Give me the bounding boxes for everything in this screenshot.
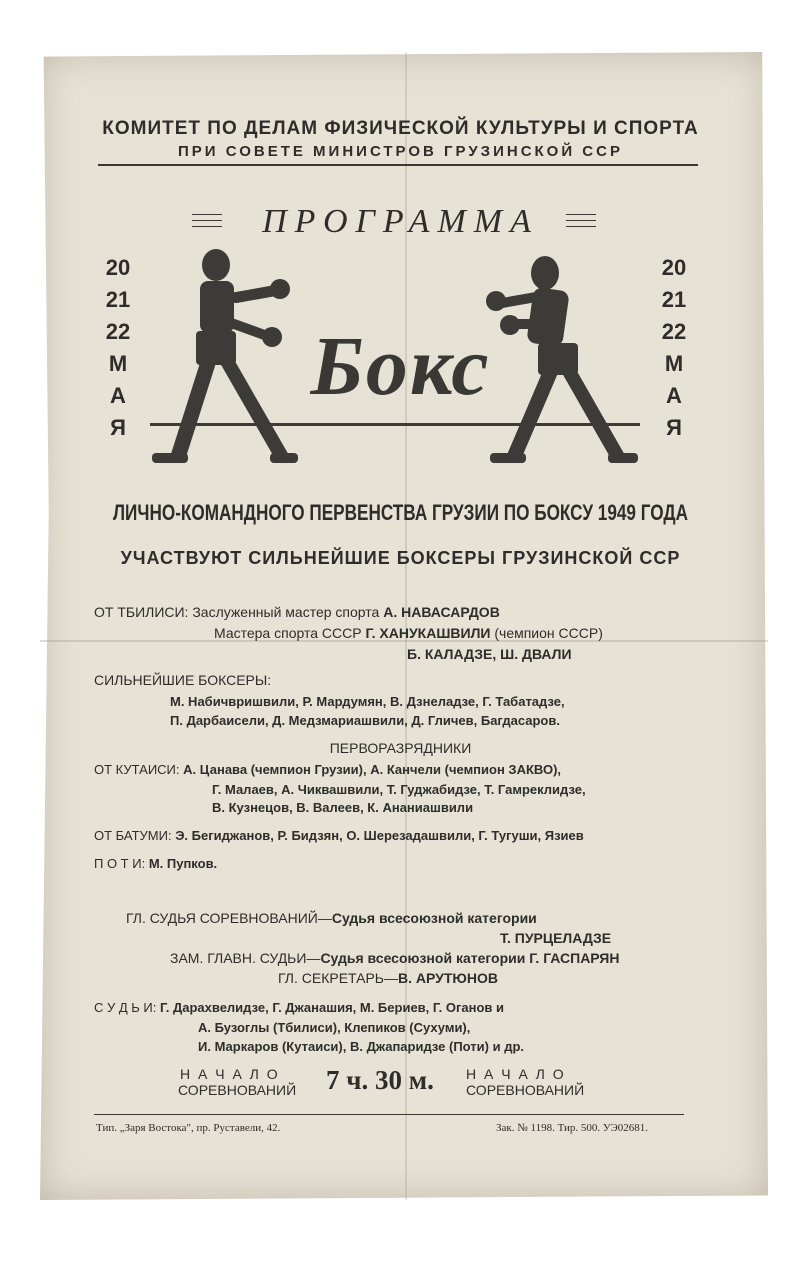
strongest-label: СИЛЬНЕЙШИЕ БОКСЕРЫ: <box>94 672 272 688</box>
date-right-4: М <box>664 351 684 376</box>
kutaisi-label: ОТ КУТАИСИ: <box>94 762 180 777</box>
chief-judge-line <box>126 910 537 926</box>
tbilisi-title-1: Заслуженный мастер спорта <box>192 604 380 620</box>
batumi-label: ОТ БАТУМИ: <box>94 828 172 843</box>
poti-names: М. Пупков. <box>148 856 218 871</box>
start-time: 7 ч. 30 м. <box>326 1065 434 1095</box>
championship-title: ЛИЧНО-КОМАНДНОГО ПЕРВЕНСТВА ГРУЗИИ ПО БОКСУ 1949 ГОДА <box>113 500 688 525</box>
tbilisi-line-3: Б. КАЛАДЗЕ, Ш. ДВАЛИ <box>407 646 572 662</box>
date-right-2: 21 <box>661 287 687 312</box>
date-left-3: 22 <box>105 319 131 344</box>
chief-judge-name: Т. ПУРЦЕЛАДЗЕ <box>500 930 612 946</box>
batumi-line <box>94 828 584 843</box>
date-right-6: Я <box>666 415 682 440</box>
sport-title: Бокс <box>310 320 491 413</box>
chief-judge-category: Судья всесоюзной категории <box>331 910 537 926</box>
ring-floor-line <box>150 423 640 426</box>
header-rule <box>98 164 698 166</box>
judges-label: С У Д Ь И: <box>94 1000 157 1015</box>
date-right-5: А <box>666 383 682 408</box>
secretary-name: В. АРУТЮНОВ <box>398 970 498 986</box>
poti-label: П О Т И: <box>94 856 146 871</box>
batumi-names: Э. Бегиджанов, Р. Бидзян, О. Шерезадашвили, Г. Тугуши, Язиев <box>175 828 584 843</box>
kutaisi-names-1: А. Цанава (чемпион Грузии), А. Канчели (чемпион ЗАКВО), <box>183 762 562 777</box>
poti-line <box>94 856 217 871</box>
tbilisi-name-2: Г. ХАНУКАШВИЛИ <box>365 625 491 641</box>
kutaisi-line-3: В. Кузнецов, В. Валеев, К. Ананиашвили <box>212 800 474 815</box>
tbilisi-line-2 <box>214 625 603 641</box>
start-left-bottom: СОРЕВНОВАНИЙ <box>178 1082 297 1098</box>
tbilisi-label: ОТ ТБИЛИСИ: <box>94 604 189 620</box>
strongest-line-1: М. Набичвришвили, Р. Мардумян, В. Дзнеладзе, Г. Табатадзе, <box>170 694 565 709</box>
header-line-1: КОМИТЕТ ПО ДЕЛАМ ФИЗИЧЕСКОЙ КУЛЬТУРЫ И СПОРТА <box>102 118 699 139</box>
footer-rule <box>94 1114 684 1115</box>
header-line-2: ПРИ СОВЕТЕ МИНИСТРОВ ГРУЗИНСКОЙ ССР <box>178 143 623 160</box>
date-right-1: 20 <box>661 255 687 280</box>
date-left-2: 21 <box>105 287 131 312</box>
kutaisi-line-2: Г. Малаев, А. Чиквашвили, Т. Гуджабидзе, Т. Гамреклидзе, <box>212 782 586 797</box>
footer-right: Зак. № 1198. Тир. 500. УЭ02681. <box>496 1122 649 1134</box>
first-class-heading: ПЕРВОРАЗРЯДНИКИ <box>329 740 472 756</box>
date-left-6: Я <box>110 415 126 440</box>
participants-intro: УЧАСТВУЮТ СИЛЬНЕЙШИЕ БОКСЕРЫ ГРУЗИНСКОЙ ССР <box>120 548 681 568</box>
judges-names-1: Г. Дарахвелидзе, Г. Джанашия, М. Бериев, Г. Оганов и <box>160 1000 505 1015</box>
date-left-4: М <box>108 351 128 376</box>
footer-left: Тип. „Заря Востока", пр. Руставели, 42. <box>96 1122 281 1134</box>
program-title: ПРОГРАММА <box>262 203 539 240</box>
start-left-top: Н А Ч А Л О <box>180 1066 280 1082</box>
date-left-1: 20 <box>105 255 131 280</box>
date-left-5: А <box>110 383 126 408</box>
strongest-line-2: П. Дарбаисели, Д. Медзмариашвили, Д. Гличев, Багдасаров. <box>170 713 560 728</box>
start-right-bottom: СОРЕВНОВАНИЙ <box>466 1082 585 1098</box>
tbilisi-title-2: Мастера спорта СССР <box>214 625 362 641</box>
chief-judge-label: ГЛ. СУДЬЯ СОРЕВНОВАНИЙ— <box>126 910 332 926</box>
secretary-label: ГЛ. СЕКРЕТАРЬ— <box>278 970 398 986</box>
start-right-top: Н А Ч А Л О <box>466 1066 566 1082</box>
tbilisi-note-2: (чемпион СССР) <box>494 625 603 641</box>
tbilisi-name-1: А. НАВАСАРДОВ <box>383 604 500 620</box>
date-right-3: 22 <box>661 319 687 344</box>
deputy-judge-category: Судья всесоюзной категории <box>320 950 526 966</box>
deputy-judge-line <box>170 950 619 966</box>
kutaisi-line-1 <box>94 762 561 777</box>
judges-line-2: А. Бузоглы (Тбилиси), Клепиков (Сухуми), <box>198 1020 471 1035</box>
secretary-line <box>278 970 498 986</box>
judges-line-3: И. Маркаров (Кутаиси), В. Джапаридзе (Поти) и др. <box>198 1039 524 1054</box>
judges-line-1 <box>94 1000 504 1015</box>
deputy-judge-name: Г. ГАСПАРЯН <box>529 950 620 966</box>
deputy-judge-label: ЗАМ. ГЛАВН. СУДЬИ— <box>170 950 321 966</box>
tbilisi-line-1 <box>94 604 500 620</box>
